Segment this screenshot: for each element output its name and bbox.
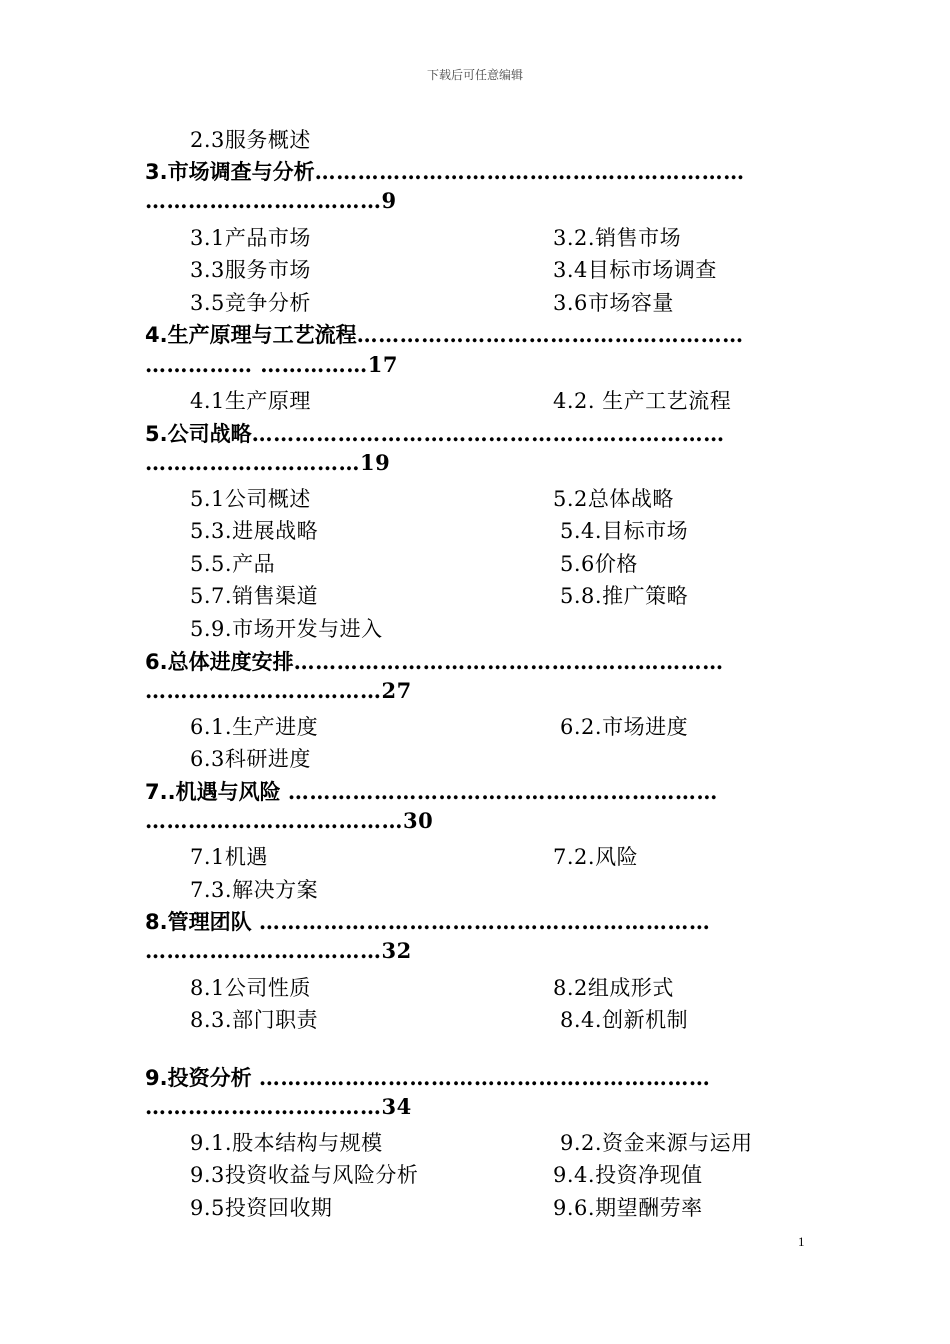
toc-subsection-item: 7.2.风险 xyxy=(553,845,639,869)
toc-subsection-item: 4.1生产原理 xyxy=(190,389,311,413)
toc-subsection-item: 5.9.市场开发与进入 xyxy=(190,617,383,641)
toc-subsection-item: 5.4.目标市场 xyxy=(560,519,689,543)
toc-section-heading xyxy=(145,906,710,936)
toc-section-heading xyxy=(145,646,724,676)
toc-section-heading xyxy=(145,1062,710,1092)
toc-subsection-item: 9.4.投资净现值 xyxy=(553,1163,703,1187)
toc-subsection-item: 5.7.销售渠道 xyxy=(190,584,319,608)
toc-leader-dots: ……………………………………………………… xyxy=(258,1065,711,1090)
toc-subsection-item: 5.1公司概述 xyxy=(190,487,311,511)
toc-leader-page-number: ……………………………27 xyxy=(145,678,412,703)
toc-subsection-item: 9.1.股本结构与规模 xyxy=(190,1131,383,1155)
toc-heading-title: 4.生产原理与工艺流程 xyxy=(145,323,357,347)
toc-subsection-item: 8.2组成形式 xyxy=(553,976,674,1000)
toc-subsection-item: 7.1机遇 xyxy=(190,845,268,869)
toc-heading-title: 6.总体进度安排 xyxy=(145,650,294,674)
toc-subsection-item: 6.1.生产进度 xyxy=(190,715,319,739)
toc-section-heading xyxy=(145,319,744,349)
toc-leader-page-number: ………………………………30 xyxy=(145,808,434,833)
toc-leader-dots: …………………………………………………… xyxy=(293,649,724,674)
toc-leader-dots: ……………………………………………………… xyxy=(258,909,711,934)
toc-leader-page-number: …………… ……………17 xyxy=(145,352,399,377)
toc-heading-title: 5.公司战略 xyxy=(145,422,252,446)
toc-heading-title: 7..机遇与风险 xyxy=(145,780,288,804)
toc-subsection-item: 3.2.销售市场 xyxy=(553,226,682,250)
toc-heading-title: 8.管理团队 xyxy=(145,910,259,934)
toc-leader-dots: ………………………………………………………… xyxy=(251,421,725,446)
toc-subsection-item: 6.2.市场进度 xyxy=(560,715,689,739)
toc-leader-dots: …………………………………………………… xyxy=(287,779,718,804)
toc-subsection-item: 5.5.产品 xyxy=(190,552,276,576)
toc-section-heading xyxy=(145,156,745,186)
toc-subsection-item: 2.3服务概述 xyxy=(190,128,311,152)
toc-leader-page-number: ……………………………34 xyxy=(145,1094,412,1119)
toc-section-heading xyxy=(145,776,718,806)
toc-leader-dots: …………………………………………………… xyxy=(314,159,745,184)
toc-subsection-item: 9.5投资回收期 xyxy=(190,1196,333,1220)
toc-subsection-item: 5.3.进展战略 xyxy=(190,519,319,543)
toc-subsection-item: 9.2.资金来源与运用 xyxy=(560,1131,753,1155)
toc-subsection-item: 3.5竞争分析 xyxy=(190,291,311,315)
toc-subsection-item: 6.3科研进度 xyxy=(190,747,311,771)
toc-subsection-item: 5.2总体战略 xyxy=(553,487,674,511)
toc-subsection-item: 3.6市场容量 xyxy=(553,291,674,315)
toc-subsection-item: 3.3服务市场 xyxy=(190,258,311,282)
toc-heading-title: 3.市场调查与分析 xyxy=(145,160,315,184)
page-header: 下载后可任意编辑 xyxy=(426,68,523,82)
toc-leader-page-number: ……………………………32 xyxy=(145,938,412,963)
toc-heading-title: 9.投资分析 xyxy=(145,1066,259,1090)
toc-section-heading xyxy=(145,418,725,448)
toc-subsection-item: 8.4.创新机制 xyxy=(560,1008,689,1032)
toc-subsection-item: 9.6.期望酬劳率 xyxy=(553,1196,703,1220)
toc-subsection-item: 8.3.部门职责 xyxy=(190,1008,319,1032)
toc-leader-dots: ……………………………………………… xyxy=(356,322,744,347)
toc-subsection-item: 7.3.解决方案 xyxy=(190,878,319,902)
toc-subsection-item: 5.6价格 xyxy=(560,552,638,576)
toc-subsection-item: 3.1产品市场 xyxy=(190,226,311,250)
toc-subsection-item: 8.1公司性质 xyxy=(190,976,311,1000)
toc-leader-page-number: ……………………………9 xyxy=(145,188,397,213)
page-number: 1 xyxy=(798,1234,805,1249)
toc-subsection-item: 4.2. 生产工艺流程 xyxy=(553,389,732,413)
toc-subsection-item: 3.4目标市场调查 xyxy=(553,258,717,282)
toc-subsection-item: 9.3投资收益与风险分析 xyxy=(190,1163,419,1187)
toc-subsection-item: 5.8.推广策略 xyxy=(560,584,689,608)
toc-leader-page-number: …………………………19 xyxy=(145,450,391,475)
